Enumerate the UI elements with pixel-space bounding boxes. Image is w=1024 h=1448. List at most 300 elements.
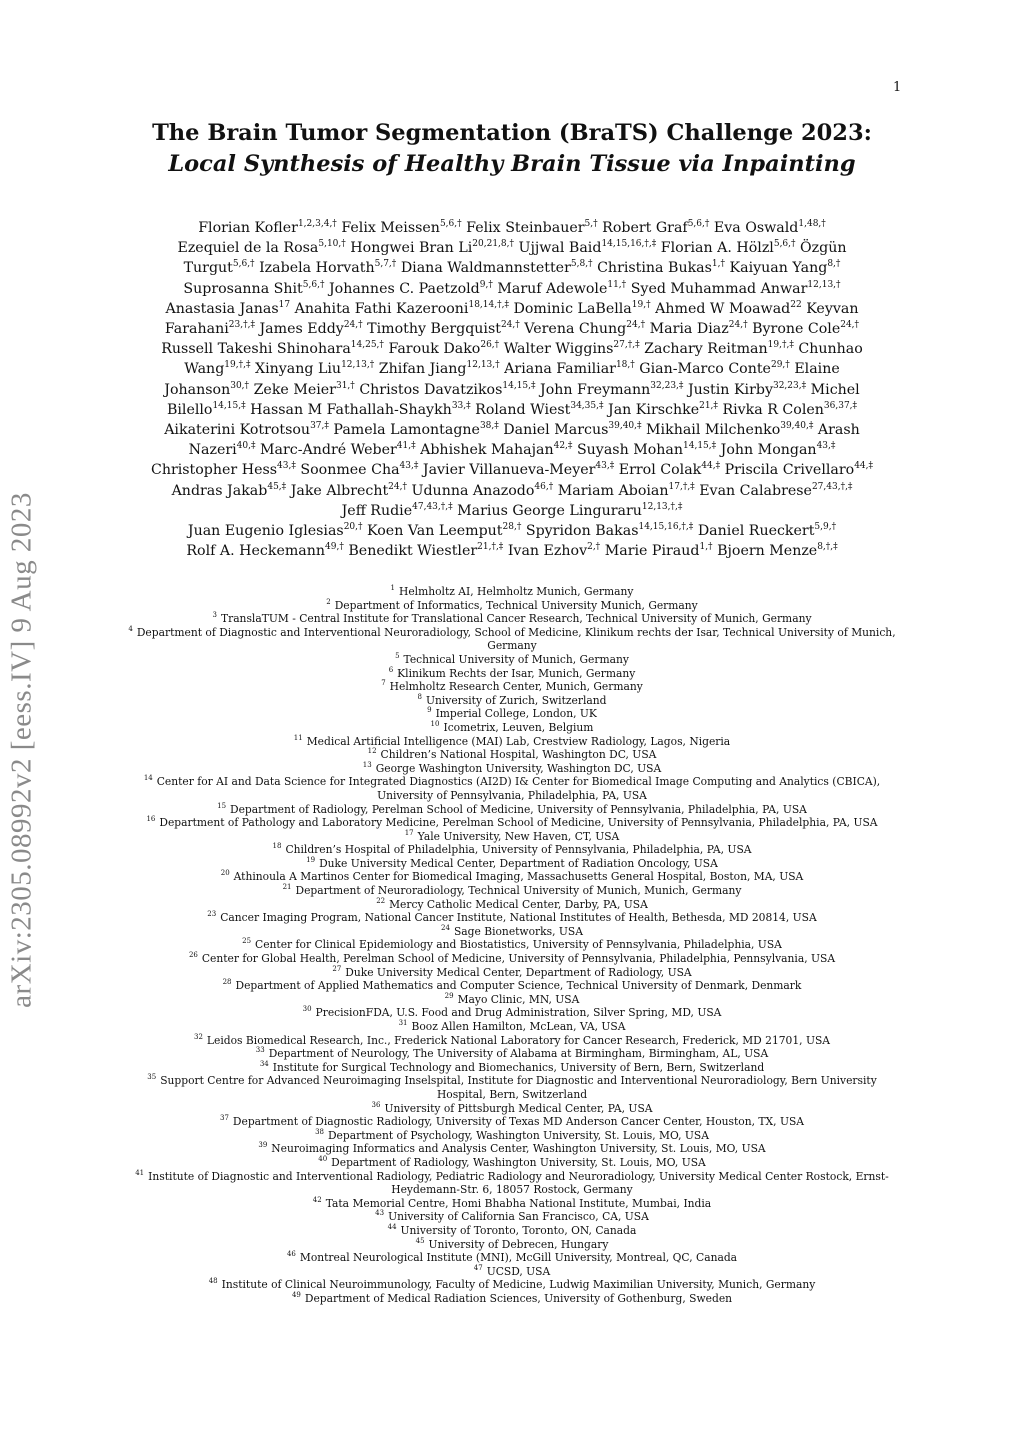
author-affiliation-marks: 5,9,† bbox=[814, 522, 837, 533]
affiliation-number: 21 bbox=[282, 883, 292, 892]
affiliation-item bbox=[122, 612, 902, 626]
author-name: Anahita Fathi Kazerooni bbox=[294, 300, 469, 317]
author-affiliation-marks: 14,25,† bbox=[350, 340, 384, 351]
affiliation-text: University of Debrecen, Hungary bbox=[428, 1237, 609, 1251]
affiliation-item bbox=[122, 1115, 902, 1129]
author-affiliation-marks: 20,21,8,† bbox=[472, 239, 514, 250]
affiliation-text: Helmholtz AI, Helmholtz Munich, Germany bbox=[399, 585, 634, 598]
affiliation-text: Institute for Surgical Technology and Biomechanics, University of Bern, Bern, Switzerland bbox=[272, 1060, 765, 1074]
author-affiliation-marks: 27,†,‡ bbox=[613, 340, 640, 351]
affiliation-item bbox=[122, 1210, 902, 1224]
author-affiliation-marks: 5,6,† bbox=[302, 279, 325, 290]
affiliation-number: 20 bbox=[220, 869, 230, 878]
affiliation-number: 8 bbox=[417, 692, 422, 701]
affiliation-item bbox=[122, 680, 902, 694]
author-name: John Freymann bbox=[540, 381, 651, 398]
author-line bbox=[115, 319, 909, 339]
affiliation-item bbox=[122, 667, 902, 681]
author-affiliation-marks: 19,†,‡ bbox=[224, 360, 251, 371]
affiliation-number: 32 bbox=[194, 1032, 203, 1041]
affiliation-number: 27 bbox=[332, 964, 342, 973]
affiliation-item bbox=[122, 1034, 902, 1048]
affiliation-item bbox=[122, 952, 902, 966]
author-affiliation-marks: 19,† bbox=[631, 299, 651, 310]
author-name: Aikaterini Kotrotsou bbox=[164, 422, 311, 439]
author-name: Daniel Rueckert bbox=[697, 523, 815, 540]
affiliation-number: 36 bbox=[371, 1100, 381, 1109]
author-name: Ahmed W Moawad bbox=[655, 300, 791, 317]
author-affiliation-marks: 14,15,‡ bbox=[683, 441, 717, 452]
affiliation-item bbox=[122, 857, 902, 871]
author-affiliation-marks: 18,† bbox=[615, 360, 635, 371]
affiliation-number: 44 bbox=[387, 1222, 397, 1231]
affiliation-text: Yale University, New Haven, CT, USA bbox=[417, 829, 620, 843]
author-name: Hongwei Bran Li bbox=[350, 240, 473, 257]
author-name: Turgut bbox=[183, 260, 233, 277]
author-affiliation-marks: 8,†,‡ bbox=[817, 542, 838, 553]
affiliation-number: 25 bbox=[242, 937, 252, 946]
author-name: Florian A. Hölzl bbox=[660, 240, 774, 257]
author-affiliation-marks: 5,8,† bbox=[570, 259, 593, 270]
affiliation-item bbox=[122, 1142, 902, 1156]
author-affiliation-marks: 21,†,‡ bbox=[477, 542, 504, 553]
affiliation-item bbox=[122, 843, 902, 857]
affiliation-text: Technical University of Munich, Germany bbox=[403, 652, 629, 666]
author-name: Keyvan bbox=[806, 300, 859, 317]
affiliation-item bbox=[122, 898, 902, 912]
paper-subtitle: Local Synthesis of Healthy Brain Tissue via Inpainting bbox=[168, 151, 856, 177]
affiliation-item bbox=[122, 762, 902, 776]
affiliation-text: University of Zurich, Switzerland bbox=[426, 693, 607, 707]
affiliation-number: 38 bbox=[315, 1127, 324, 1136]
author-name: Walter Wiggins bbox=[503, 341, 614, 358]
affiliation-text: Medical Artificial Intelligence (MAI) Lab, Crestview Radiology, Lagos, Nigeria bbox=[306, 734, 731, 748]
affiliation-text: TranslaTUM - Central Institute for Translational Cancer Research, Technical University of Munich, Germany bbox=[220, 612, 812, 626]
author-name: Felix Steinbauer bbox=[466, 220, 585, 236]
author-name: Rivka R Colen bbox=[722, 401, 824, 418]
affiliation-number: 29 bbox=[444, 991, 454, 1000]
author-name: Dominic LaBella bbox=[513, 300, 632, 317]
author-line bbox=[115, 339, 909, 359]
author-affiliation-marks: 32,23,‡ bbox=[650, 380, 684, 391]
author-name: Errol Colak bbox=[618, 462, 702, 479]
author-affiliation-marks: 30,† bbox=[230, 380, 250, 391]
affiliation-item bbox=[122, 1224, 902, 1238]
author-name: Zeke Meier bbox=[253, 381, 336, 398]
author-name: Marius George Linguraru bbox=[457, 502, 642, 519]
author-line bbox=[115, 279, 909, 299]
author-line bbox=[115, 258, 909, 278]
author-name: Hassan M Fathallah-Shaykh bbox=[250, 401, 452, 418]
affiliation-number: 45 bbox=[415, 1236, 425, 1245]
affiliation-item bbox=[122, 870, 902, 884]
affiliation-text: Leidos Biomedical Research, Inc., Frederick National Laboratory for Cancer Research, Frederick, MD 21701, USA bbox=[206, 1033, 830, 1047]
affiliation-text: Montreal Neurological Institute (MNI), McGill University, Montreal, QC, Canada bbox=[299, 1251, 738, 1265]
author-name: Gian-Marco Conte bbox=[639, 361, 771, 378]
affiliation-number: 6 bbox=[388, 665, 394, 674]
author-line bbox=[115, 460, 909, 480]
author-name: Xinyang Liu bbox=[254, 361, 342, 378]
author-name: Jan Kirschke bbox=[608, 401, 700, 418]
affiliation-number: 41 bbox=[135, 1168, 145, 1177]
author-name: Syed Muhammad Anwar bbox=[630, 280, 808, 297]
affiliation-text: University of California San Francisco, CA, USA bbox=[388, 1210, 649, 1224]
author-name: Robert Graf bbox=[602, 220, 688, 236]
author-name: John Mongan bbox=[720, 442, 817, 459]
affiliation-number: 43 bbox=[375, 1209, 385, 1218]
affiliation-number: 48 bbox=[208, 1277, 218, 1286]
author-line bbox=[115, 420, 909, 440]
author-affiliation-marks: 24,† bbox=[626, 320, 646, 331]
author-affiliation-marks: 38,‡ bbox=[479, 421, 499, 432]
author-name: Diana Waldmannstetter bbox=[400, 260, 571, 277]
affiliation-item bbox=[122, 748, 902, 762]
affiliation-text: University of Pittsburgh Medical Center, PA, USA bbox=[384, 1101, 653, 1115]
author-line bbox=[115, 501, 909, 521]
affiliation-number: 37 bbox=[220, 1114, 229, 1123]
author-name: Daniel Marcus bbox=[503, 422, 609, 439]
affiliation-number: 7 bbox=[381, 679, 386, 688]
affiliation-number: 39 bbox=[258, 1141, 268, 1150]
author-affiliation-marks: 5,7,† bbox=[374, 259, 397, 270]
author-name: Koen Van Leemput bbox=[367, 523, 503, 540]
author-affiliation-marks: 47,43,†,‡ bbox=[412, 501, 453, 512]
author-affiliation-marks: 44,‡ bbox=[854, 461, 874, 472]
affiliation-number: 23 bbox=[207, 910, 217, 919]
author-name: Chunhao bbox=[798, 341, 863, 358]
author-name: Juan Eugenio Iglesias bbox=[187, 523, 344, 540]
affiliation-item bbox=[122, 925, 902, 939]
author-name: Arash bbox=[817, 422, 860, 439]
affiliation-text: Center for Clinical Epidemiology and Biostatistics, University of Pennsylvania, Philadelphia, USA bbox=[255, 938, 782, 952]
affiliation-text: Department of Diagnostic and Interventional Neuroradiology, School of Medicine, Klinikum rechts der Isar, Technical University of Munich, Germany bbox=[136, 625, 896, 653]
affiliation-number: 42 bbox=[312, 1195, 322, 1204]
affiliation-item bbox=[122, 1006, 902, 1020]
author-name: Evan Calabrese bbox=[699, 482, 812, 499]
affiliation-text: PrecisionFDA, U.S. Food and Drug Administration, Silver Spring, MD, USA bbox=[315, 1006, 722, 1020]
author-affiliation-marks: 17 bbox=[278, 299, 291, 310]
author-name: Spyridon Bakas bbox=[525, 523, 639, 540]
author-name: Priscila Crivellaro bbox=[724, 462, 855, 479]
affiliation-item bbox=[122, 1047, 902, 1061]
author-affiliation-marks: 40,‡ bbox=[236, 441, 256, 452]
affiliation-number: 5 bbox=[395, 651, 400, 660]
author-affiliation-marks: 9,† bbox=[479, 279, 493, 290]
author-name: Suyash Mohan bbox=[576, 442, 684, 459]
author-affiliation-marks: 21,‡ bbox=[699, 400, 718, 411]
author-affiliation-marks: 18,14,†,‡ bbox=[468, 299, 509, 310]
author-affiliation-marks: 49,† bbox=[325, 542, 344, 553]
affiliation-text: Duke University Medical Center, Department of Radiology, USA bbox=[345, 965, 692, 979]
author-name: Ariana Familiar bbox=[504, 361, 616, 378]
affiliation-item bbox=[122, 1170, 902, 1197]
author-affiliation-marks: 34,35,‡ bbox=[570, 400, 604, 411]
author-name: Andras Jakab bbox=[171, 482, 268, 499]
paper-title: The Brain Tumor Segmentation (BraTS) Challenge 2023: bbox=[152, 120, 872, 146]
author-affiliation-marks: 28,† bbox=[502, 522, 522, 533]
affiliation-item bbox=[122, 966, 902, 980]
author-name: Javier Villanueva-Meyer bbox=[422, 462, 596, 479]
affiliation-number: 40 bbox=[318, 1154, 328, 1163]
author-name: Zhifan Jiang bbox=[378, 361, 467, 378]
affiliation-text: Duke University Medical Center, Department of Radiation Oncology, USA bbox=[319, 856, 718, 870]
affiliation-text: Icometrix, Leuven, Belgium bbox=[443, 720, 594, 734]
affiliation-item bbox=[122, 599, 902, 613]
author-name: Bilello bbox=[166, 401, 213, 418]
affiliation-text: Mayo Clinic, MN, USA bbox=[457, 992, 580, 1006]
affiliation-item bbox=[122, 803, 902, 817]
affiliation-number: 35 bbox=[147, 1073, 157, 1082]
affiliation-text: Imperial College, London, UK bbox=[435, 707, 597, 721]
author-affiliation-marks: 45,‡ bbox=[267, 481, 287, 492]
affiliation-item bbox=[122, 979, 902, 993]
affiliation-text: Department of Neurology, The University of Alabama at Birmingham, Birmingham, AL, USA bbox=[268, 1047, 769, 1061]
affiliation-number: 11 bbox=[293, 733, 303, 742]
affiliation-text: Booz Allen Hamilton, McLean, VA, USA bbox=[411, 1020, 626, 1033]
affiliation-number: 10 bbox=[430, 719, 440, 728]
page-number: 1 bbox=[893, 80, 902, 95]
affiliation-text: Cancer Imaging Program, National Cancer Institute, National Institutes of Health, Bethesda, MD 20814, USA bbox=[220, 911, 817, 925]
affiliation-item bbox=[122, 1074, 902, 1101]
affiliation-text: Department of Psychology, Washington University, St. Louis, MO, USA bbox=[327, 1128, 709, 1142]
author-affiliation-marks: 1,† bbox=[699, 542, 713, 553]
author-affiliation-marks: 5,6,† bbox=[773, 239, 796, 250]
affiliation-item bbox=[122, 938, 902, 952]
author-name: Marie Piraud bbox=[604, 543, 700, 560]
author-name: Eva Oswald bbox=[713, 220, 799, 236]
affiliation-text: Athinoula A Martinos Center for Biomedical Imaging, Massachusetts General Hospital, Boston, MA, USA bbox=[233, 870, 804, 884]
affiliation-number: 15 bbox=[217, 801, 227, 810]
author-name: Florian Kofler bbox=[198, 220, 298, 236]
affiliation-number: 24 bbox=[441, 923, 450, 932]
author-name: Benedikt Wiestler bbox=[348, 543, 478, 560]
author-affiliation-marks: 43,‡ bbox=[816, 441, 836, 452]
author-name: Christopher Hess bbox=[150, 462, 278, 479]
author-name: Izabela Horvath bbox=[259, 260, 375, 277]
author-affiliation-marks: 12,13,† bbox=[341, 360, 375, 371]
affiliation-number: 18 bbox=[272, 842, 282, 851]
author-name: Wang bbox=[184, 361, 225, 378]
affiliation-item bbox=[122, 1251, 902, 1265]
author-affiliation-marks: 32,23,‡ bbox=[772, 380, 807, 391]
affiliation-text: University of Toronto, Toronto, ON, Canada bbox=[400, 1223, 637, 1237]
author-affiliation-marks: 11,† bbox=[607, 279, 627, 290]
author-affiliation-marks: 5,6,† bbox=[232, 259, 255, 270]
author-affiliation-marks: 26,† bbox=[480, 340, 500, 351]
affiliation-item bbox=[122, 653, 902, 667]
author-name: Mikhail Milchenko bbox=[646, 422, 781, 439]
author-name: Zachary Reitman bbox=[644, 341, 768, 358]
affiliation-number: 22 bbox=[376, 896, 386, 905]
author-affiliation-marks: 5,† bbox=[584, 219, 598, 229]
affiliation-number: 14 bbox=[143, 774, 153, 783]
author-name: Ivan Ezhov bbox=[507, 543, 588, 560]
affiliation-text: Support Centre for Advanced Neuroimaging Inselspital, Institute for Diagnostic and Interventional Neuroradiology, Bern University Hospital, Bern, Switzerland bbox=[160, 1074, 877, 1101]
author-name: Rolf A. Heckemann bbox=[186, 543, 326, 560]
arxiv-identifier: arXiv:2305.08992v2 [eess.IV] 9 Aug 2023 bbox=[5, 492, 38, 1008]
affiliation-number: 4 bbox=[128, 624, 133, 633]
author-line bbox=[115, 380, 909, 400]
author-line bbox=[115, 481, 909, 501]
affiliation-number: 12 bbox=[367, 747, 377, 756]
author-affiliation-marks: 2,† bbox=[587, 542, 601, 553]
author-name: Felix Meissen bbox=[341, 220, 440, 236]
affiliation-item bbox=[122, 1020, 902, 1034]
affiliation-text: Tata Memorial Centre, Homi Bhabha National Institute, Mumbai, India bbox=[325, 1196, 712, 1210]
author-line bbox=[115, 400, 909, 420]
affiliation-text: Mercy Catholic Medical Center, Darby, PA, USA bbox=[389, 897, 648, 911]
author-affiliation-marks: 19,†,‡ bbox=[767, 340, 794, 351]
author-name: James Eddy bbox=[259, 321, 344, 338]
author-affiliation-marks: 46,† bbox=[534, 481, 554, 492]
author-affiliation-marks: 1,48,† bbox=[798, 219, 826, 229]
affiliation-item bbox=[122, 1102, 902, 1116]
affiliation-text: Department of Pathology and Laboratory Medicine, Perelman School of Medicine, University of Pennsylvania, Philadelphia, PA, USA bbox=[159, 816, 878, 830]
author-affiliation-marks: 12,13,† bbox=[466, 360, 500, 371]
author-affiliation-marks: 20,† bbox=[343, 522, 363, 533]
affiliation-number: 9 bbox=[427, 706, 432, 715]
author-name: Mariam Aboian bbox=[557, 482, 669, 499]
author-name: Maruf Adewole bbox=[497, 280, 608, 297]
author-name: Nazeri bbox=[188, 442, 237, 459]
author-affiliation-marks: 43,‡ bbox=[277, 461, 296, 472]
affiliation-item bbox=[122, 1292, 902, 1306]
affiliation-item bbox=[122, 707, 902, 721]
affiliation-number: 19 bbox=[306, 855, 316, 864]
author-affiliation-marks: 14,15,16,†,‡ bbox=[638, 522, 694, 533]
affiliation-number: 34 bbox=[259, 1059, 269, 1068]
author-affiliation-marks: 24,† bbox=[388, 481, 407, 492]
author-name: Johanson bbox=[164, 381, 231, 398]
affiliation-number: 1 bbox=[390, 584, 396, 592]
author-name: Elaine bbox=[794, 361, 840, 378]
author-affiliation-marks: 14,15,‡ bbox=[212, 400, 246, 411]
affiliation-item bbox=[122, 1061, 902, 1075]
affiliation-text: Children’s Hospital of Philadelphia, University of Pennsylvania, Philadelphia, PA, USA bbox=[285, 843, 752, 857]
author-affiliation-marks: 43,‡ bbox=[595, 461, 615, 472]
affiliation-text: Department of Informatics, Technical University Munich, Germany bbox=[334, 598, 698, 612]
author-affiliation-marks: 44,‡ bbox=[701, 461, 721, 472]
affiliation-text: Klinikum Rechts der Isar, Munich, Germany bbox=[397, 666, 636, 680]
affiliation-item bbox=[122, 735, 902, 749]
author-affiliation-marks: 27,43,†,‡ bbox=[811, 481, 853, 492]
author-name: Pamela Lamontagne bbox=[333, 422, 480, 439]
author-name: Roland Wiest bbox=[475, 401, 571, 418]
affiliation-text: Children’s National Hospital, Washington DC, USA bbox=[380, 748, 657, 762]
author-affiliation-marks: 23,†,‡ bbox=[228, 320, 255, 331]
author-affiliation-marks: 24,† bbox=[728, 320, 748, 331]
author-name: Kaiyuan Yang bbox=[729, 260, 828, 277]
affiliation-number: 17 bbox=[404, 828, 414, 837]
author-name: Abhishek Mahajan bbox=[420, 442, 554, 459]
author-name: Ezequiel de la Rosa bbox=[177, 240, 319, 257]
author-name: Timothy Bergquist bbox=[367, 321, 501, 338]
affiliation-text: Neuroimaging Informatics and Analysis Center, Washington University, St. Louis, MO, USA bbox=[271, 1142, 766, 1156]
author-affiliation-marks: 12,13,† bbox=[807, 279, 841, 290]
author-affiliation-marks: 1,2,3,4,† bbox=[297, 219, 337, 229]
affiliation-item bbox=[122, 775, 902, 802]
affiliation-item bbox=[122, 626, 902, 653]
author-affiliation-marks: 29,† bbox=[770, 360, 790, 371]
author-affiliation-marks: 36,37,‡ bbox=[823, 400, 858, 411]
author-affiliation-marks: 33,‡ bbox=[451, 400, 471, 411]
author-name: Russell Takeshi Shinohara bbox=[161, 341, 351, 358]
author-line bbox=[115, 541, 909, 561]
affiliation-number: 30 bbox=[302, 1005, 312, 1014]
author-name: Johannes C. Paetzold bbox=[328, 280, 480, 297]
affiliation-number: 49 bbox=[291, 1290, 301, 1299]
affiliation-text: Department of Medical Radiation Sciences, University of Gothenburg, Sweden bbox=[304, 1291, 733, 1305]
affiliation-list bbox=[122, 585, 902, 1305]
author-affiliation-marks: 22 bbox=[790, 299, 802, 310]
author-affiliation-marks: 5,6,† bbox=[687, 219, 710, 229]
author-name: Marc-André Weber bbox=[260, 442, 397, 459]
author-name: Byrone Cole bbox=[752, 321, 841, 338]
affiliation-item bbox=[122, 884, 902, 898]
author-name: Farahani bbox=[164, 321, 229, 338]
affiliation-text: Department of Diagnostic Radiology, University of Texas MD Anderson Cancer Center, Houston, TX, USA bbox=[232, 1115, 804, 1129]
affiliation-text: Sage Bionetworks, USA bbox=[453, 924, 583, 938]
affiliation-item bbox=[122, 830, 902, 844]
affiliation-text: Department of Applied Mathematics and Computer Science, Technical University of Denmark, Denmark bbox=[235, 979, 802, 993]
author-affiliation-marks: 1,† bbox=[711, 259, 726, 270]
affiliation-item bbox=[122, 1278, 902, 1292]
author-affiliation-marks: 31,† bbox=[335, 380, 355, 391]
author-affiliation-marks: 17,†,‡ bbox=[668, 481, 695, 492]
author-line bbox=[115, 521, 909, 541]
author-line bbox=[115, 238, 909, 258]
affiliation-number: 46 bbox=[286, 1250, 296, 1259]
author-affiliation-marks: 24,† bbox=[840, 320, 860, 331]
author-name: Jeff Rudie bbox=[341, 502, 413, 519]
affiliation-text: George Washington University, Washington DC, USA bbox=[375, 761, 662, 775]
affiliation-item bbox=[122, 1197, 902, 1211]
affiliation-item bbox=[122, 721, 902, 735]
author-line bbox=[115, 299, 909, 319]
author-name: Anastasia Janas bbox=[165, 300, 279, 317]
author-affiliation-marks: 39,40,‡ bbox=[608, 421, 642, 432]
author-name: Christina Bukas bbox=[597, 260, 712, 277]
author-affiliation-marks: 24,† bbox=[500, 320, 520, 331]
author-name: Bjoern Menze bbox=[717, 543, 818, 560]
affiliation-text: Department of Neuroradiology, Technical University of Munich, Munich, Germany bbox=[295, 884, 742, 898]
author-name: Jake Albrecht bbox=[290, 482, 389, 499]
affiliation-number: 26 bbox=[188, 951, 198, 960]
author-affiliation-marks: 37,‡ bbox=[310, 421, 329, 432]
author-affiliation-marks: 24,† bbox=[343, 320, 363, 331]
affiliation-item bbox=[122, 1265, 902, 1279]
affiliation-text: Center for AI and Data Science for Integrated Diagnostics (AI2D) I& Center for Biomedical Image Computing and Analytics (CBICA), University of Pennsylvania, Philadelphia, PA, USA bbox=[156, 775, 881, 802]
author-name: Udunna Anazodo bbox=[411, 482, 535, 499]
author-line bbox=[115, 440, 909, 460]
affiliation-text: Department of Radiology, Perelman School of Medicine, University of Pennsylvania, Philadelphia, PA, USA bbox=[230, 802, 807, 816]
author-line bbox=[115, 359, 909, 379]
author-list bbox=[115, 218, 909, 561]
author-affiliation-marks: 14,15,‡ bbox=[502, 380, 536, 391]
affiliation-number: 47 bbox=[473, 1263, 483, 1272]
affiliation-number: 2 bbox=[326, 597, 331, 606]
affiliation-item bbox=[122, 911, 902, 925]
author-affiliation-marks: 39,40,‡ bbox=[780, 421, 814, 432]
author-name: Christos Davatzikos bbox=[359, 381, 503, 398]
affiliation-number: 16 bbox=[146, 815, 156, 824]
affiliation-text: Institute of Diagnostic and Interventional Radiology, Pediatric Radiology and Neuroradiology, University Medical Center Rostock, Ernst-Heydemann-Str. 6, 18057 Rostock, Germany bbox=[148, 1169, 889, 1197]
affiliation-text: UCSD, USA bbox=[486, 1264, 551, 1278]
affiliation-item bbox=[122, 993, 902, 1007]
author-name: Ujjwal Baid bbox=[518, 240, 602, 257]
author-affiliation-marks: 5,10,† bbox=[318, 239, 346, 250]
affiliation-item bbox=[122, 816, 902, 830]
